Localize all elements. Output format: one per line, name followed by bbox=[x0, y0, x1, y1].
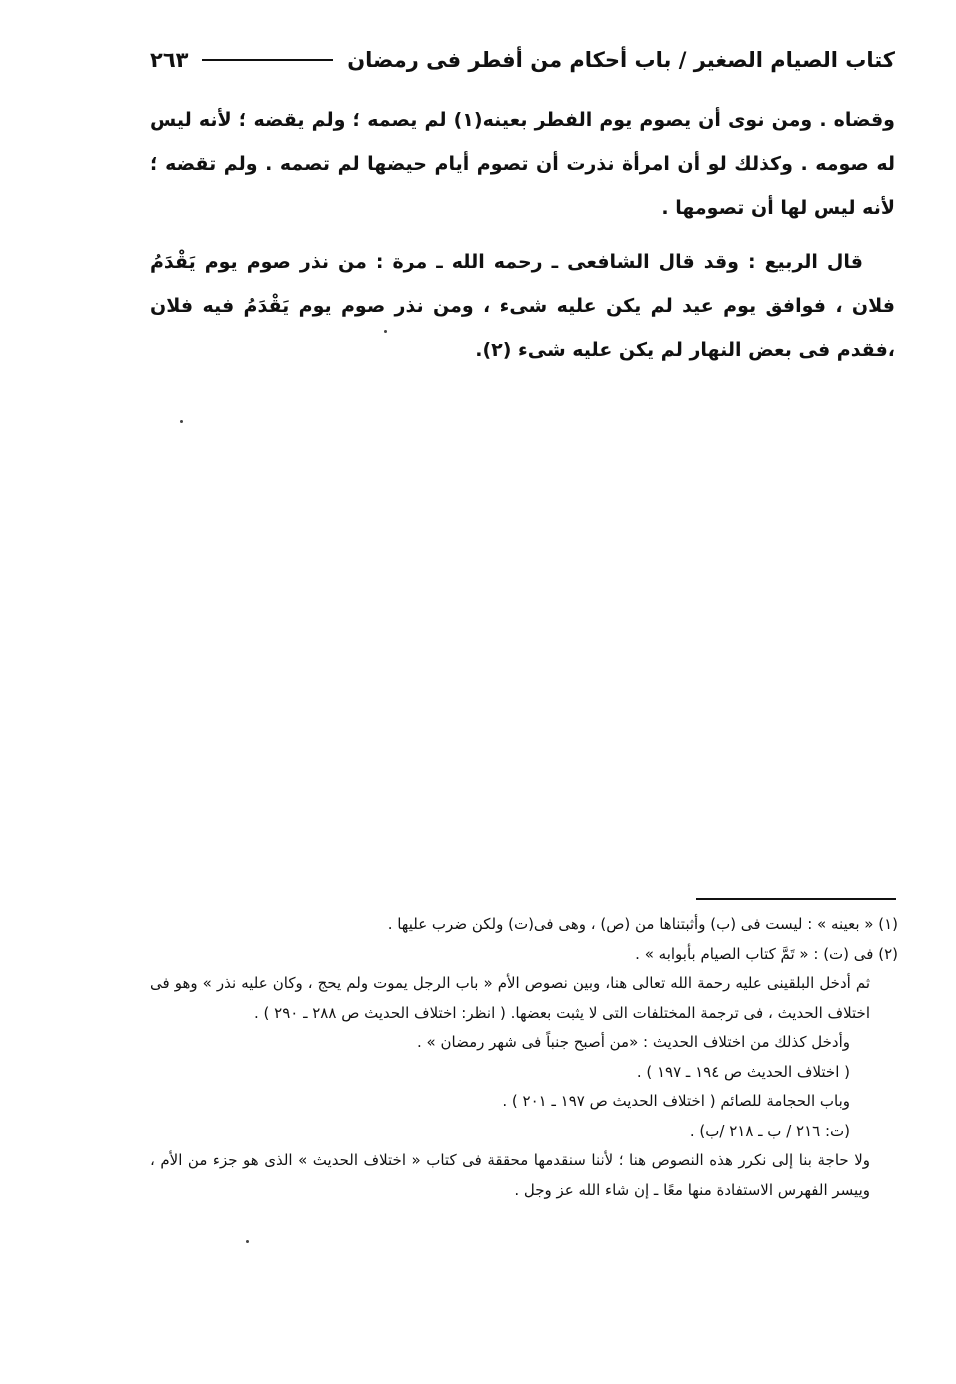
scan-speck bbox=[384, 330, 387, 333]
paragraph: وقضاه . ومن نوى أن يصوم يوم الفطر بعينه(١) لم يصمه ؛ ولم يقضه ؛ لأنه ليس له صومه . وكذلك لو أن امرأة نذرت أن تصوم أيام حيضها لم تصمه . ولم تقضه ؛ لأنه ليس لها أن تصومها . bbox=[150, 109, 895, 219]
scan-speck bbox=[180, 420, 183, 423]
footnote-2-note: ثم أدخل البلقينى عليه رحمة الله تعالى هنا، وبين نصوص الأم « باب الرجل يموت ولم يحج ، وكان عليه نذر » وهو فى اختلاف الحديث ، فى ترجمة المختلفات التى لا يثبت بعضها. ( انظر: اختلاف الحديث ص ٢٨٨ ـ ٢٩٠ ) . bbox=[150, 974, 870, 1022]
footnote-2-note: وأدخل كذلك من اختلاف الحديث : «من أصبح جنباً فى شهر رمضان » . bbox=[417, 1033, 850, 1051]
footnote-2-note: وباب الحجامة للصائم ( اختلاف الحديث ص ١٩٧ ـ ٢٠١ ) . bbox=[502, 1092, 850, 1110]
main-text bbox=[150, 98, 895, 372]
footnote-2: (٢) فى (ت) : « تَمَّ كتاب الصيام بأبوابه » . bbox=[635, 944, 898, 963]
footnote-1: (١) « بعينه » : ليست فى (ب) وأثبتناها من (ص) ، وهى فى(ت) ولكن ضرب عليها . bbox=[387, 915, 898, 933]
paragraph: قال الربيع : وقد قال الشافعى ـ رحمه الله ـ مرة : من نذر صوم يوم يَقْدَمُ فلان ، فوافق يوم عيد لم يكن عليه شىء ، ومن نذر صوم يوم يَقْدَمُ فيه فلان ،فقدم فى بعض النهار لم يكن عليه شىء (٢). bbox=[150, 251, 895, 361]
footnotes bbox=[150, 910, 898, 1205]
header-rule bbox=[202, 59, 333, 61]
footnote-2-note: (ت: ٢١٦ / ب ـ ٢١٨ /ب) . bbox=[689, 1121, 850, 1140]
page-number: ٢٦٣ bbox=[150, 48, 189, 72]
scan-speck bbox=[246, 1240, 249, 1243]
footnote-2-note: ولا حاجة بنا إلى نكرر هذه النصوص هنا ؛ لأننا سنقدمها محققة فى كتاب « اختلاف الحديث » الذى هو جزء من الأم ، وييسر الفهرس الاستفادة منها معًا ـ إن شاء الله عز وجل . bbox=[150, 1151, 870, 1199]
footnote-separator bbox=[696, 898, 896, 900]
footnote-2-note: ( اختلاف الحديث ص ١٩٤ ـ ١٩٧ ) . bbox=[636, 1062, 850, 1081]
header-title: كتاب الصيام الصغير / باب أحكام من أفطر فى رمضان bbox=[347, 48, 895, 72]
running-header bbox=[150, 40, 895, 80]
